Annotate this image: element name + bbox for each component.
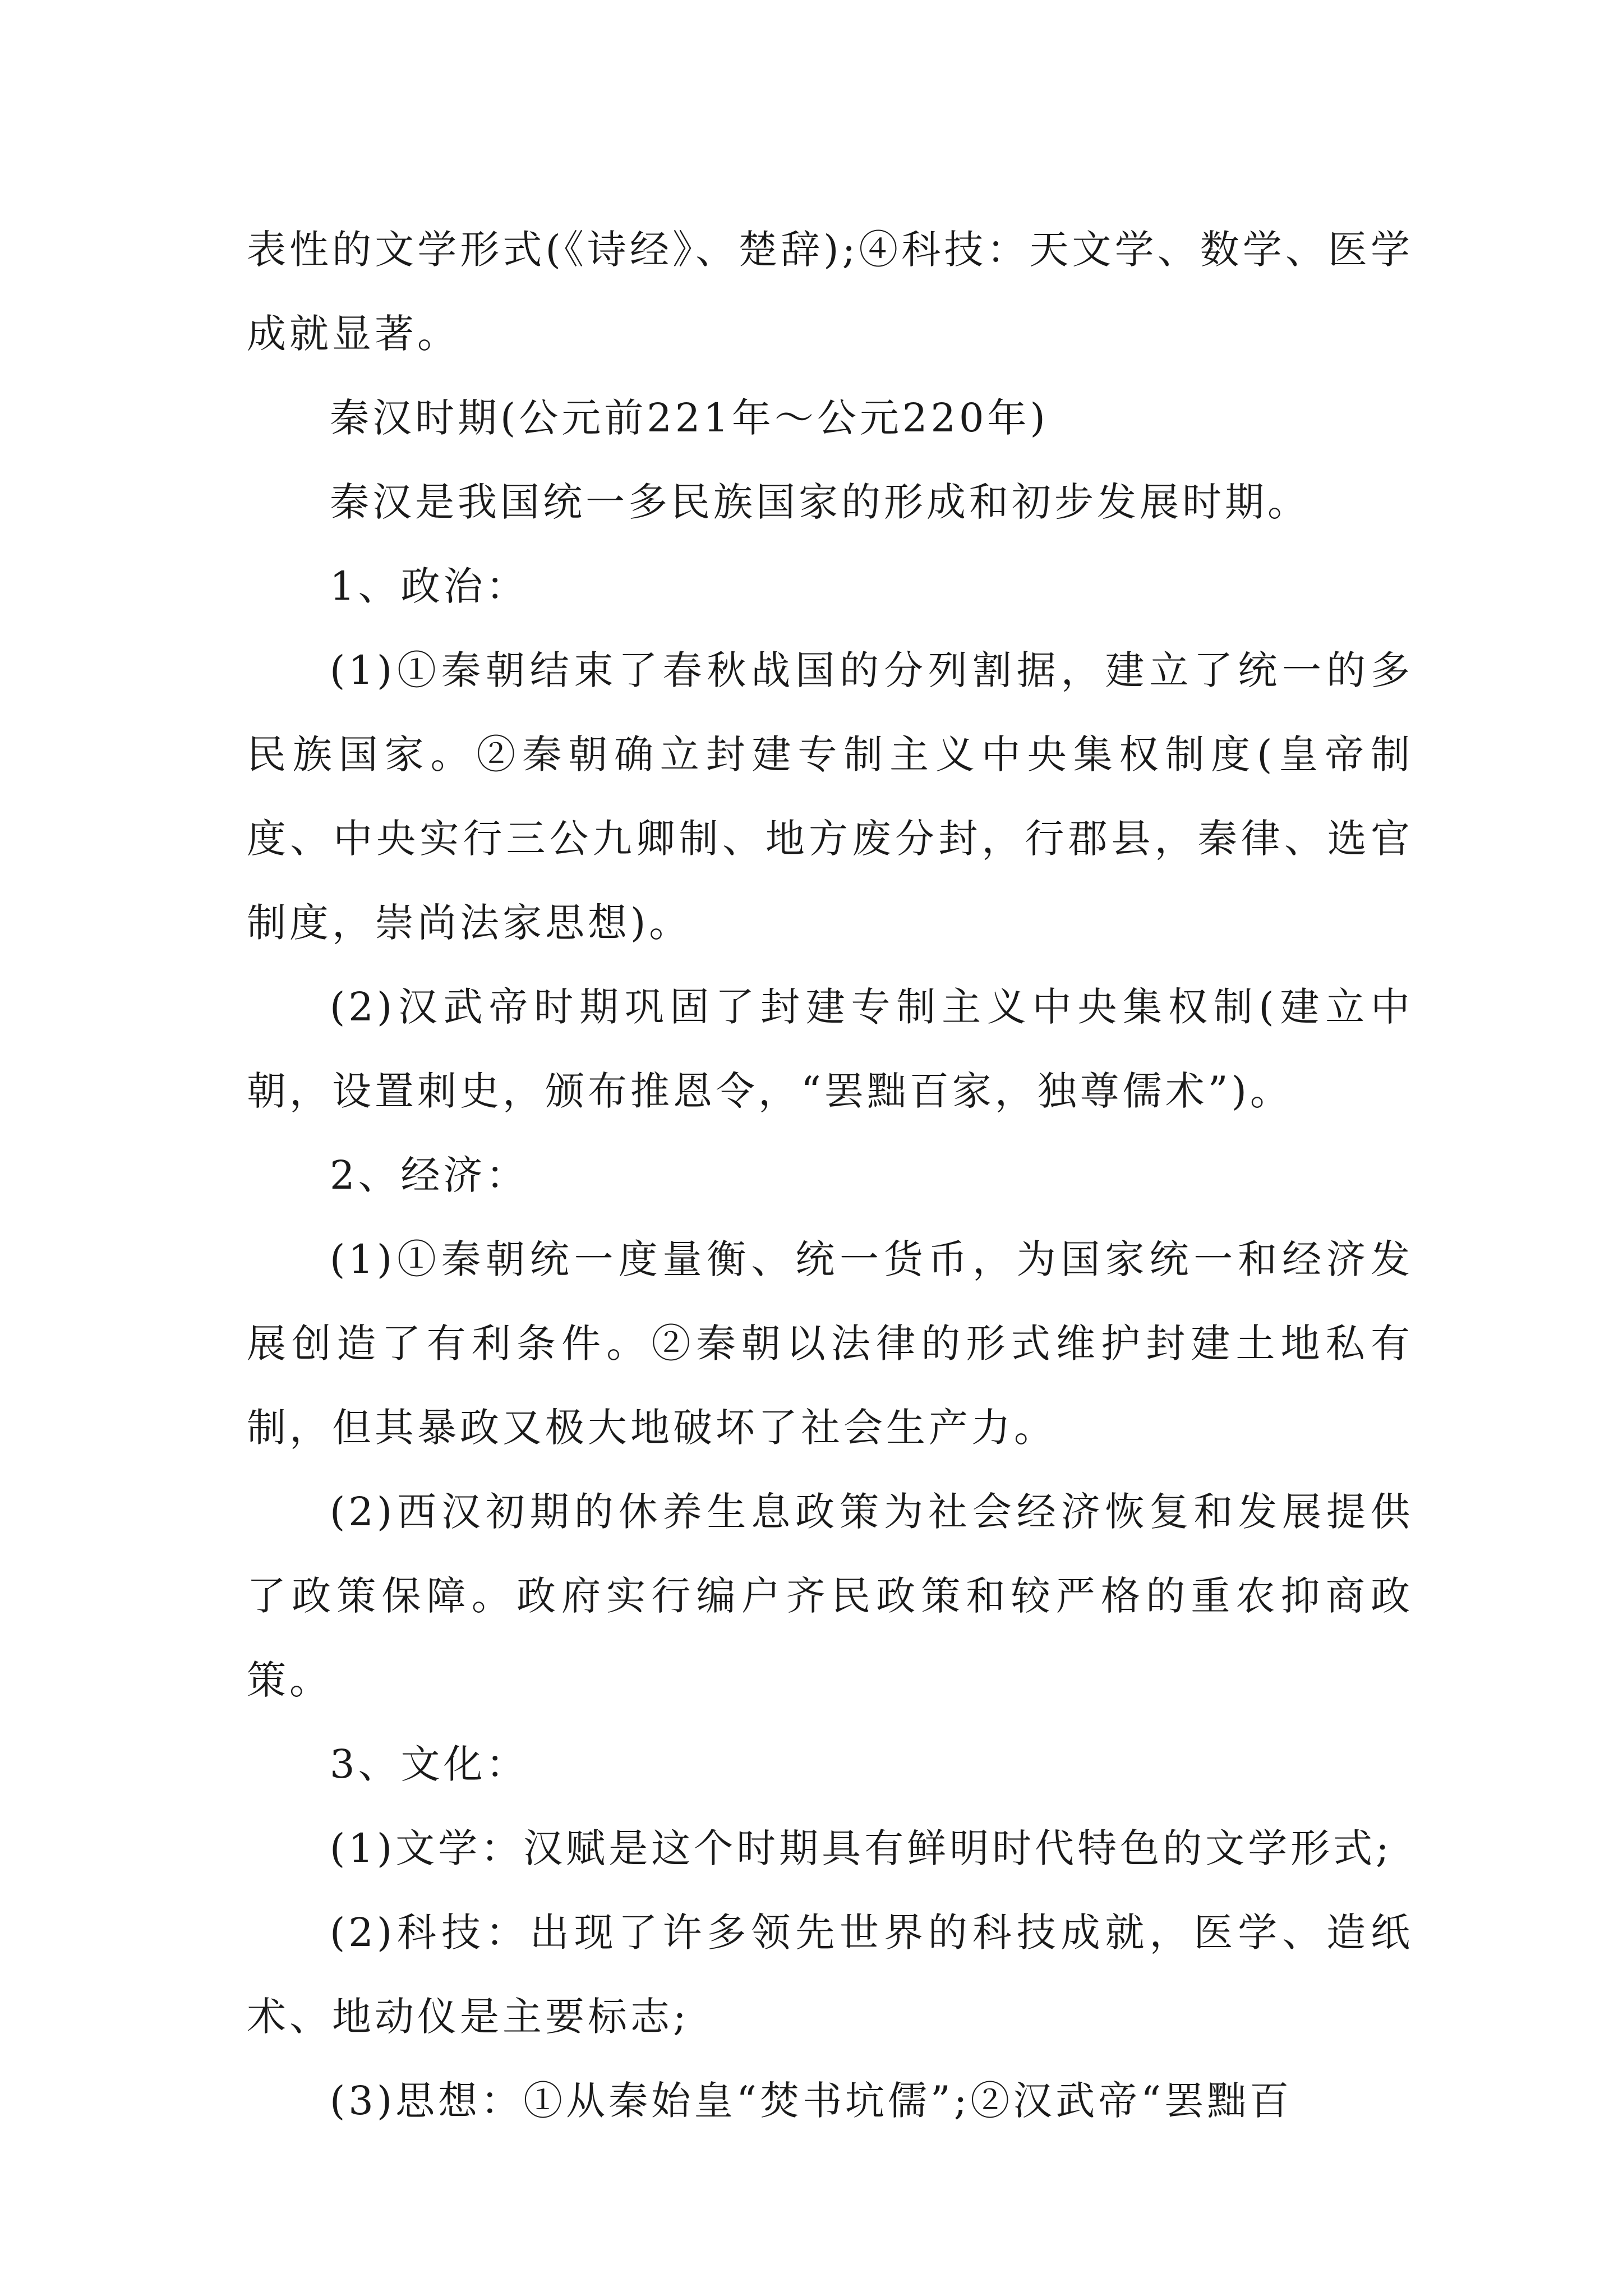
section-heading-qin-han: 秦汉时期(公元前221年～公元220年) [330,395,1049,441]
paragraph-culture-technology: (2)科技：出现了许多领先世界的科技成就，医学、造纸术、地动仪是主要标志; [247,1910,1413,2040]
subheading-politics: 1、政治： [330,563,529,609]
paragraph-economy-2: (2)西汉初期的休养生息政策为社会经济恢复和发展提供了政策保障。政府实行编户齐民政策和较严格的重农抑商政策。 [247,1489,1413,1703]
paragraph-politics-2: (2)汉武帝时期巩固了封建专制主义中央集权制(建立中朝，设置刺史，颁布推恩令，“罢黜百家，独尊儒术”)。 [247,984,1413,1114]
paragraph-culture-thought: (3)思想：①从秦始皇“焚书坑儒”;②汉武帝“罢黜百 [330,2078,1293,2124]
paragraph-continuation: 表性的文学形式(《诗经》、楚辞);④科技：天文学、数学、医学成就显著。 [247,227,1413,357]
document-body [247,208,1413,2143]
paragraph-intro: 秦汉是我国统一多民族国家的形成和初步发展时期。 [330,479,1310,525]
subheading-culture: 3、文化： [330,1741,529,1787]
paragraph-economy-1: (1)①秦朝统一度量衡、统一货币，为国家统一和经济发展创造了有利条件。②秦朝以法律的形式维护封建土地私有制，但其暴政又极大地破坏了社会生产力。 [247,1236,1413,1451]
subheading-economy: 2、经济： [330,1152,529,1198]
paragraph-culture-literature: (1)文学：汉赋是这个时期具有鲜明时代特色的文学形式; [330,1825,1393,1871]
paragraph-politics-1: (1)①秦朝结束了春秋战国的分列割据，建立了统一的多民族国家。②秦朝确立封建专制主义中央集权制度(皇帝制度、中央实行三公九卿制、地方废分封，行郡县，秦律、选官制度，崇尚法家思想)。 [247,647,1413,946]
